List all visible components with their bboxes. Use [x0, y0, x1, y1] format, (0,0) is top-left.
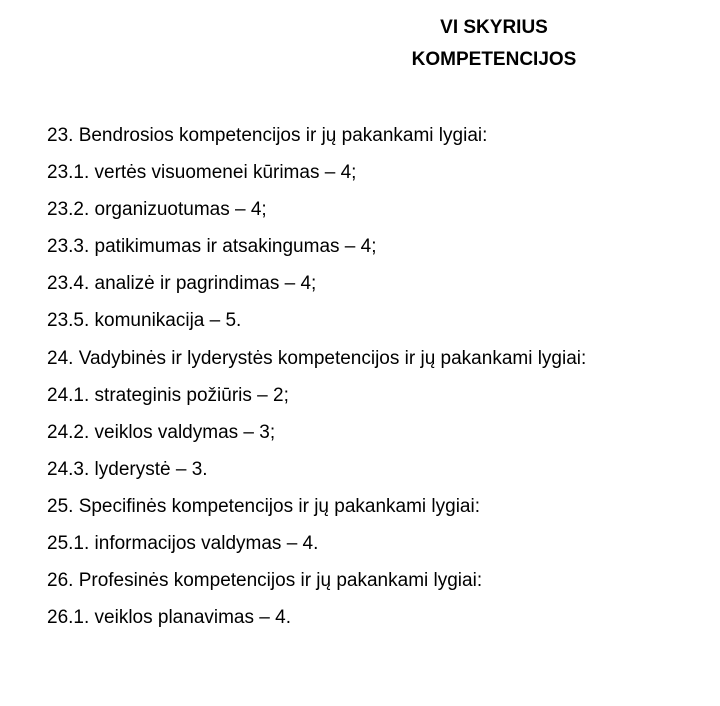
list-item: 24.2. veiklos valdymas – 3;	[47, 421, 276, 443]
list-item: 23.2. organizuotumas – 4;	[47, 199, 267, 221]
section-26-heading: 26. Profesinės kompetencijos ir jų pakankami lygiai:	[47, 570, 483, 592]
chapter-number: VI SKYRIUS	[440, 17, 548, 38]
list-item: 23.1. vertės visuomenei kūrimas – 4;	[47, 162, 357, 184]
list-item: 25.1. informacijos valdymas – 4.	[47, 533, 319, 555]
list-item: 24.1. strateginis požiūris – 2;	[47, 384, 289, 406]
section-25-heading: 25. Specifinės kompetencijos ir jų pakankami lygiai:	[47, 495, 480, 517]
list-item: 24.3. lyderystė – 3.	[47, 458, 208, 480]
list-item: 23.3. patikimumas ir atsakingumas – 4;	[47, 236, 377, 258]
section-24-heading: 24. Vadybinės ir lyderystės kompetencijos ir jų pakankami lygiai:	[47, 347, 587, 369]
chapter-title: KOMPETENCIJOS	[411, 49, 577, 70]
competency-list	[47, 123, 707, 642]
list-item: 23.5. komunikacija – 5.	[47, 310, 242, 332]
list-item: 26.1. veiklos planavimas – 4.	[47, 607, 291, 629]
list-item: 23.4. analizė ir pagrindimas – 4;	[47, 273, 317, 295]
section-23-heading: 23. Bendrosios kompetencijos ir jų pakankami lygiai:	[47, 125, 488, 146]
